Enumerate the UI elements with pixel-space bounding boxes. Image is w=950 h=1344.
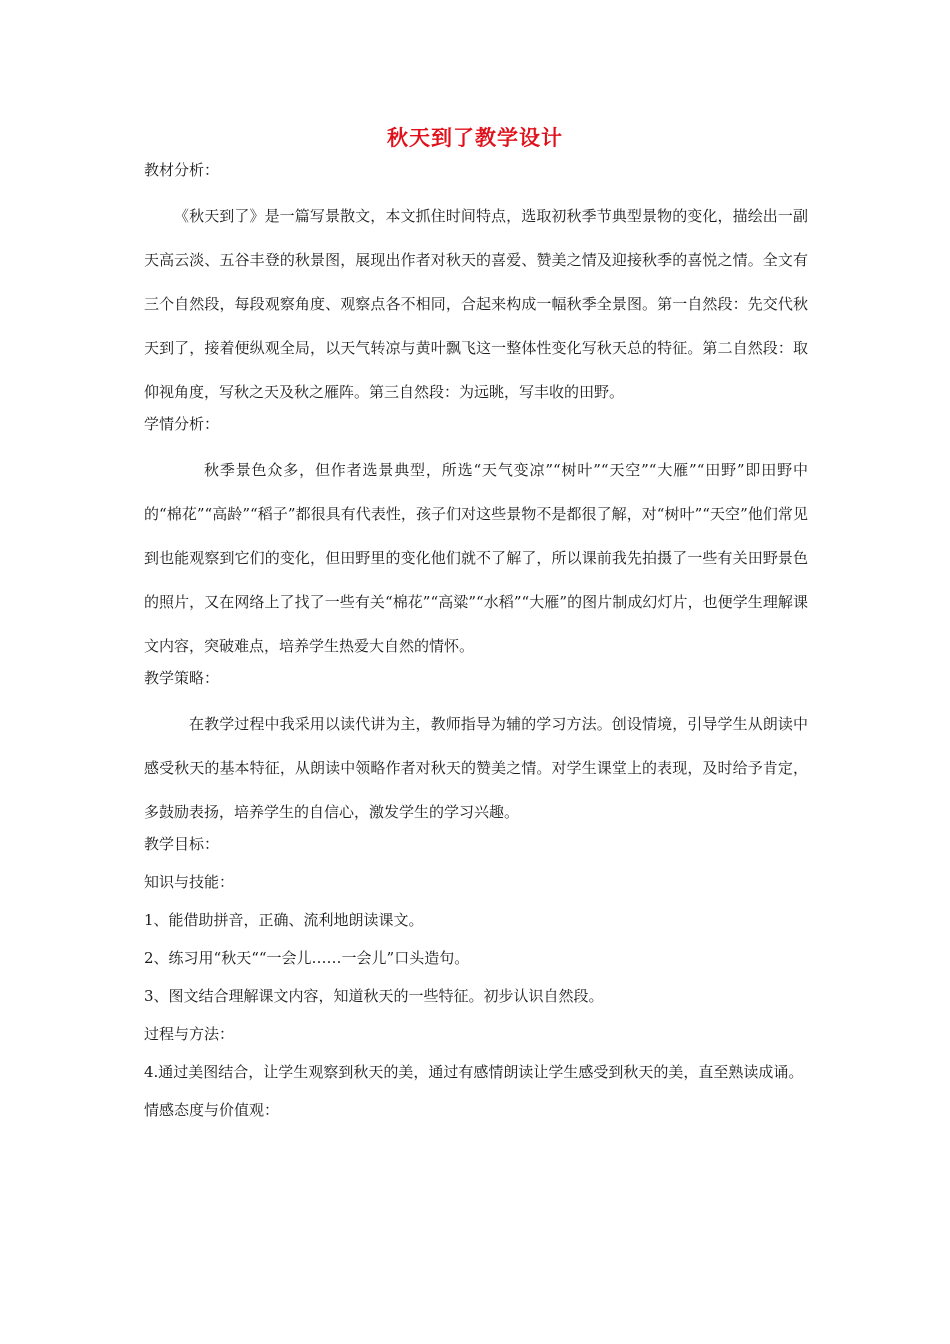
material-analysis-paragraph: 《秋天到了》是一篇写景散文，本文抓住时间特点，选取初秋季节典型景物的变化，描绘出一副天高云淡、五谷丰登的秋景图，展现出作者对秋天的喜爱、赞美之情及迎接秋季的喜悦之情。全文有三个自然段，每段观察角度、观察点各不相同，合起来构成一幅秋季全景图。第一自然段：先交代秋天到了，接着便纵观全局，以天气转凉与黄叶飘飞这一整体性变化写秋天总的特征。第二自然段：取仰视角度，写秋之天及秋之雁阵。第三自然段：为远眺，写丰收的田野。 — [144, 207, 808, 401]
goal-item-1: 1、能借助拼音，正确、流利地朗读课文。 — [144, 911, 424, 929]
document-title: 秋天到了教学设计 — [387, 126, 563, 150]
section-heading-material: 教材分析： — [144, 161, 220, 179]
goal-item-3: 3、图文结合理解课文内容，知道秋天的一些特征。初步认识自然段。 — [144, 987, 604, 1005]
section-heading-students: 学情分析： — [144, 415, 220, 433]
student-analysis-paragraph: 秋季景色众多，但作者选景典型，所选“天气变凉”“树叶”“天空”“大雁”“田野”即田野中的“棉花”“高龄”“稻子”都很具有代表性，孩子们对这些景物不是都很了解，对“树叶”“天空”他们常见到也能观察到它们的变化，但田野里的变化他们就不了解了，所以课前我先拍摄了一些有关田野景色的照片，又在网络上了找了一些有关“棉花”“高粱”“水稻”“大雁”的图片制成幻灯片，也便学生理解课文内容，突破难点，培养学生热爱大自然的情怀。 — [144, 461, 808, 655]
emotion-values-heading: 情感态度与价值观： — [144, 1101, 280, 1119]
section-heading-goals: 教学目标： — [144, 835, 220, 853]
document-body — [144, 160, 808, 1120]
teaching-strategy-paragraph: 在教学过程中我采用以读代讲为主，教师指导为辅的学习方法。创设情境，引导学生从朗读中感受秋天的基本特征，从朗读中领略作者对秋天的赞美之情。对学生课堂上的表现，及时给予肯定，多鼓励表扬，培养学生的自信心，激发学生的学习兴趣。 — [144, 715, 808, 821]
process-method-heading: 过程与方法： — [144, 1025, 235, 1043]
section-heading-strategy: 教学策略： — [144, 669, 220, 687]
goal-item-4: 4.通过美图结合，让学生观察到秋天的美，通过有感情朗读让学生感受到秋天的美，直至熟读成诵。 — [144, 1063, 804, 1081]
knowledge-skills-heading: 知识与技能： — [144, 873, 235, 891]
goal-item-2: 2、练习用“秋天““一会儿……一会儿”口头造句。 — [144, 949, 470, 967]
